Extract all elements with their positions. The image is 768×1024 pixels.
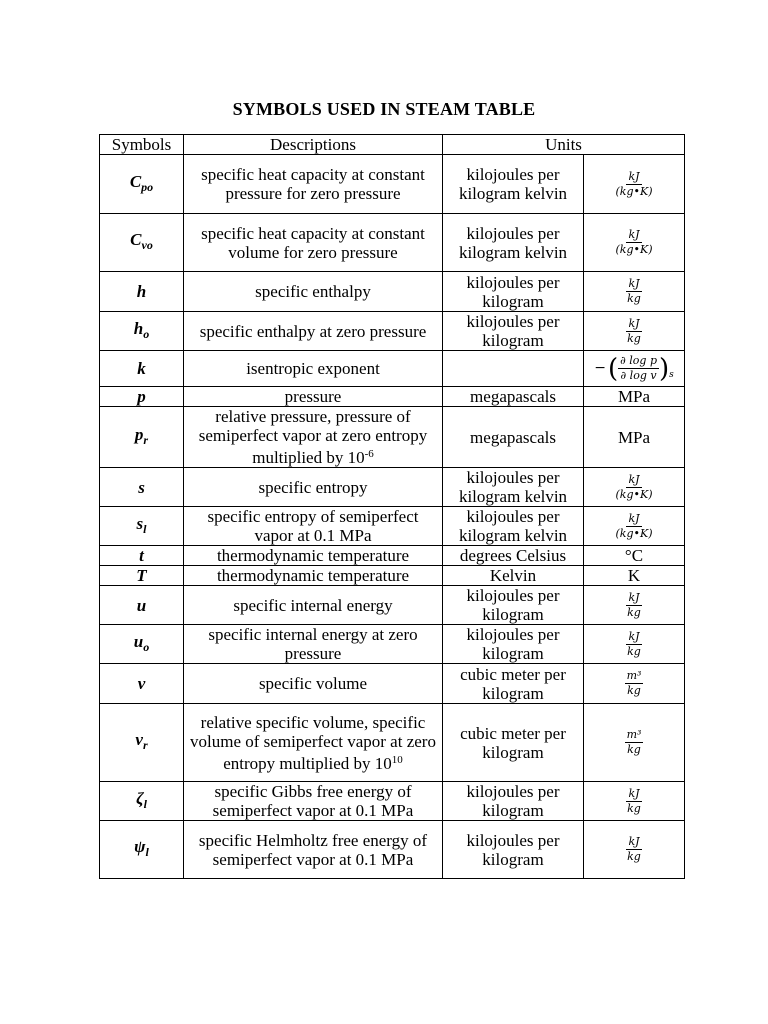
- units-formula-cell: [584, 566, 685, 586]
- symbol-cell: [100, 821, 184, 879]
- symbol-cell: [100, 625, 184, 664]
- units-words-cell: Kelvin: [443, 566, 584, 586]
- symbol: [133, 318, 150, 341]
- symbol: [136, 788, 147, 811]
- table-row: [100, 387, 685, 407]
- table-row: [100, 507, 685, 546]
- symbol-subscript: r: [143, 432, 149, 447]
- units-formula-cell: [584, 468, 685, 507]
- table-row: [100, 586, 685, 625]
- table-row: [100, 351, 685, 387]
- symbol: [136, 513, 147, 536]
- unit-fraction: [625, 277, 643, 306]
- unit-fraction: [625, 630, 643, 659]
- description-text: specific Gibbs free energy of semiperfect vapor at 0.1 MPa: [212, 782, 414, 820]
- description-cell: [184, 214, 443, 272]
- right-paren: ): [659, 353, 670, 384]
- header-units: Units: [443, 135, 685, 155]
- units-formula-cell: [584, 782, 685, 821]
- table-row: [100, 625, 685, 664]
- unit-denominator: (kg•K): [615, 487, 653, 501]
- description-text: specific internal energy: [233, 595, 393, 615]
- table-row: [100, 272, 685, 312]
- symbol-main: C: [129, 171, 142, 191]
- symbol: [137, 359, 146, 378]
- table-row: [100, 312, 685, 351]
- description-cell: [184, 351, 443, 387]
- unit-fraction: [625, 787, 643, 816]
- table-row: [100, 821, 685, 879]
- unit-denominator: kg: [627, 743, 641, 756]
- description-text: thermodynamic temperature: [216, 566, 410, 585]
- unit-numerator: kJ: [628, 228, 640, 241]
- symbol-main: p: [137, 387, 146, 406]
- symbol: [137, 596, 146, 615]
- units-formula-cell: [584, 351, 685, 387]
- symbol-cell: [100, 272, 184, 312]
- units-formula-cell: [584, 387, 685, 407]
- unit-numerator: kJ: [628, 511, 640, 525]
- symbol: [138, 674, 146, 693]
- description-text: specific entropy of semiperfect vapor at 0.1 MPa: [207, 507, 419, 545]
- left-paren: (: [607, 353, 619, 384]
- isentropic-derivative: [594, 354, 674, 383]
- units-words-cell: kilojoules per kilogram kelvin: [443, 214, 584, 272]
- description-cell: [184, 468, 443, 507]
- derivative-subscript: s: [669, 370, 674, 380]
- symbol: [134, 424, 149, 447]
- units-formula-cell: [584, 272, 685, 312]
- symbol-main: v: [135, 730, 143, 749]
- symbol-main: T: [136, 566, 147, 585]
- unit-denominator: kg: [627, 850, 641, 863]
- unit-denominator: kg: [627, 801, 641, 815]
- symbol-cell: [100, 586, 184, 625]
- symbol-main: ζ: [136, 788, 144, 808]
- units-formula-cell: [584, 546, 685, 566]
- units-formula-cell: [584, 214, 685, 272]
- unit-fraction: [625, 591, 643, 620]
- units-words-cell: kilojoules per kilogram: [443, 272, 584, 312]
- symbol-main: h: [133, 318, 144, 338]
- description-text: specific entropy: [258, 477, 368, 497]
- units-words-cell: kilojoules per kilogram kelvin: [443, 507, 584, 546]
- symbol-main: C: [130, 230, 142, 249]
- symbol: [135, 730, 148, 752]
- symbol-cell: [100, 704, 184, 782]
- symbol-main: u: [133, 631, 144, 651]
- symbol-main: v: [137, 674, 146, 693]
- description-text: thermodynamic temperature: [216, 546, 410, 565]
- units-words-cell: kilojoules per kilogram: [443, 625, 584, 664]
- unit-denominator: kg: [627, 292, 641, 305]
- units-formula-cell: [584, 407, 685, 468]
- description-cell: [184, 821, 443, 879]
- symbol: [133, 631, 150, 654]
- unit-numerator: kJ: [628, 629, 640, 643]
- units-formula-cell: [584, 507, 685, 546]
- symbol: [134, 837, 149, 859]
- units-words-cell: degrees Celsius: [443, 546, 584, 566]
- units-words-cell: kilojoules per kilogram kelvin: [443, 468, 584, 507]
- symbol-cell: [100, 566, 184, 586]
- unit-numerator: kJ: [628, 169, 640, 183]
- symbol-main: p: [134, 424, 144, 444]
- symbol-cell: [100, 782, 184, 821]
- units-formula-cell: [584, 821, 685, 879]
- table-row: [100, 704, 685, 782]
- description-text: isentropic exponent: [246, 359, 380, 378]
- table-body: [100, 155, 685, 879]
- page-title: SYMBOLS USED IN STEAM TABLE: [232, 99, 536, 119]
- unit-denominator: kg: [627, 605, 641, 619]
- units-words-cell: kilojoules per kilogram: [443, 312, 584, 351]
- symbol-cell: [100, 468, 184, 507]
- unit-fraction: [614, 228, 655, 257]
- derivative-denominator: ∂ log v: [620, 369, 657, 382]
- units-words-cell: megapascals: [443, 407, 584, 468]
- units-words-cell: kilojoules per kilogram: [443, 586, 584, 625]
- symbol-main: k: [137, 359, 146, 378]
- table-row: [100, 407, 685, 468]
- description-text: specific internal energy at zero pressure: [208, 625, 418, 663]
- symbol-subscript: r: [142, 738, 148, 752]
- description-cell: [184, 566, 443, 586]
- description-cell: [184, 507, 443, 546]
- symbol-cell: [100, 214, 184, 272]
- unit-numerator: kJ: [628, 590, 640, 604]
- unit-plain: MPa: [617, 427, 651, 447]
- description-cell: [184, 704, 443, 782]
- table-row: [100, 468, 685, 507]
- header-descriptions: Descriptions: [184, 135, 443, 155]
- unit-fraction: [625, 317, 643, 346]
- symbol: [139, 546, 144, 565]
- description-cell: [184, 546, 443, 566]
- symbol-subscript: l: [145, 845, 149, 859]
- units-words-cell: cubic meter per kilogram: [443, 664, 584, 704]
- description-cell: [184, 155, 443, 214]
- description-text: specific heat capacity at constant pressure for zero pressure: [201, 165, 425, 203]
- description-cell: [184, 586, 443, 625]
- description-cell: [184, 387, 443, 407]
- unit-numerator: kJ: [628, 472, 640, 486]
- unit-fraction: [614, 473, 655, 502]
- units-formula-cell: [584, 625, 685, 664]
- units-words-cell: megapascals: [443, 387, 584, 407]
- table-row: [100, 664, 685, 704]
- unit-denominator: kg: [627, 644, 641, 658]
- unit-denominator: (kg•K): [615, 184, 653, 198]
- description-cell: [184, 312, 443, 351]
- unit-numerator: kJ: [628, 786, 640, 800]
- description-cell: [184, 625, 443, 664]
- description-cell: [184, 664, 443, 704]
- symbol: [138, 478, 145, 497]
- symbol: [130, 230, 153, 252]
- symbol-main: s: [136, 513, 144, 533]
- unit-fraction: [625, 728, 644, 757]
- symbol-cell: [100, 351, 184, 387]
- unit-denominator: (kg•K): [615, 526, 653, 540]
- description-text: specific heat capacity at constant volume for zero pressure: [201, 223, 425, 262]
- description-exponent: -6: [364, 448, 374, 460]
- description-cell: [184, 782, 443, 821]
- unit-fraction: [625, 669, 644, 698]
- symbol-main: t: [139, 546, 144, 565]
- description-cell: [184, 272, 443, 312]
- table-row: [100, 546, 685, 566]
- units-words-cell: kilojoules per kilogram: [443, 782, 584, 821]
- description-exponent: 10: [391, 753, 403, 766]
- symbol-cell: [100, 155, 184, 214]
- symbol-cell: [100, 664, 184, 704]
- symbols-table: [99, 134, 685, 879]
- unit-denominator: kg: [627, 684, 641, 697]
- description-text: relative pressure, pressure of semiperfect vapor at zero entropy multiplied by 10: [198, 407, 428, 467]
- table-row: [100, 782, 685, 821]
- minus-sign: −: [594, 360, 606, 376]
- symbol: [136, 566, 146, 585]
- symbol-cell: [100, 312, 184, 351]
- derivative-numerator: ∂ log p: [620, 354, 657, 367]
- description-cell: [184, 407, 443, 468]
- symbol-main: h: [136, 282, 147, 301]
- table-row: [100, 155, 685, 214]
- symbol-subscript: o: [143, 326, 150, 341]
- symbol-cell: [100, 546, 184, 566]
- table-row: [100, 566, 685, 586]
- unit-numerator: m³: [626, 669, 642, 682]
- symbol-subscript: l: [143, 796, 147, 811]
- units-formula-cell: [584, 155, 685, 214]
- header-symbols: Symbols: [100, 135, 184, 155]
- description-text: specific enthalpy at zero pressure: [199, 321, 427, 341]
- symbol-main: ψ: [134, 837, 146, 856]
- units-formula-cell: [584, 312, 685, 351]
- units-words-cell: [443, 351, 584, 387]
- unit-numerator: kJ: [628, 316, 640, 330]
- symbol-subscript: l: [143, 521, 147, 536]
- symbol-subscript: po: [141, 179, 154, 194]
- description-text: relative specific volume, specific volume of semiperfect vapor at zero entropy multiplied by 10: [190, 712, 436, 773]
- unit-numerator: kJ: [628, 277, 640, 290]
- description-text: specific volume: [258, 674, 368, 693]
- symbol-cell: [100, 407, 184, 468]
- symbol: [137, 387, 146, 406]
- unit-numerator: m³: [626, 728, 642, 741]
- table-row: [100, 214, 685, 272]
- symbol-cell: [100, 387, 184, 407]
- description-text: specific enthalpy: [255, 282, 371, 301]
- derivative-fraction: [618, 354, 659, 383]
- unit-plain: K: [627, 566, 641, 585]
- units-words-cell: kilojoules per kilogram kelvin: [443, 155, 584, 214]
- symbol-subscript: o: [143, 639, 150, 654]
- description-text: specific Helmholtz free energy of semiperfect vapor at 0.1 MPa: [198, 830, 428, 869]
- units-formula-cell: [584, 664, 685, 704]
- unit-plain: °C: [624, 546, 644, 565]
- unit-denominator: (kg•K): [615, 243, 653, 256]
- symbol: [137, 282, 146, 301]
- symbol: [129, 171, 154, 194]
- description-text: pressure: [284, 387, 342, 406]
- unit-fraction: [614, 512, 655, 541]
- symbol-main: u: [136, 595, 147, 615]
- unit-plain: MPa: [617, 387, 651, 406]
- units-formula-cell: [584, 586, 685, 625]
- unit-numerator: kJ: [628, 835, 640, 848]
- symbol-subscript: vo: [141, 238, 153, 252]
- unit-fraction: [625, 835, 643, 864]
- units-formula-cell: [584, 704, 685, 782]
- units-words-cell: cubic meter per kilogram: [443, 704, 584, 782]
- unit-fraction: [614, 170, 655, 199]
- symbol-main: s: [138, 477, 145, 497]
- symbol-cell: [100, 507, 184, 546]
- unit-denominator: kg: [627, 331, 641, 345]
- units-words-cell: kilojoules per kilogram: [443, 821, 584, 879]
